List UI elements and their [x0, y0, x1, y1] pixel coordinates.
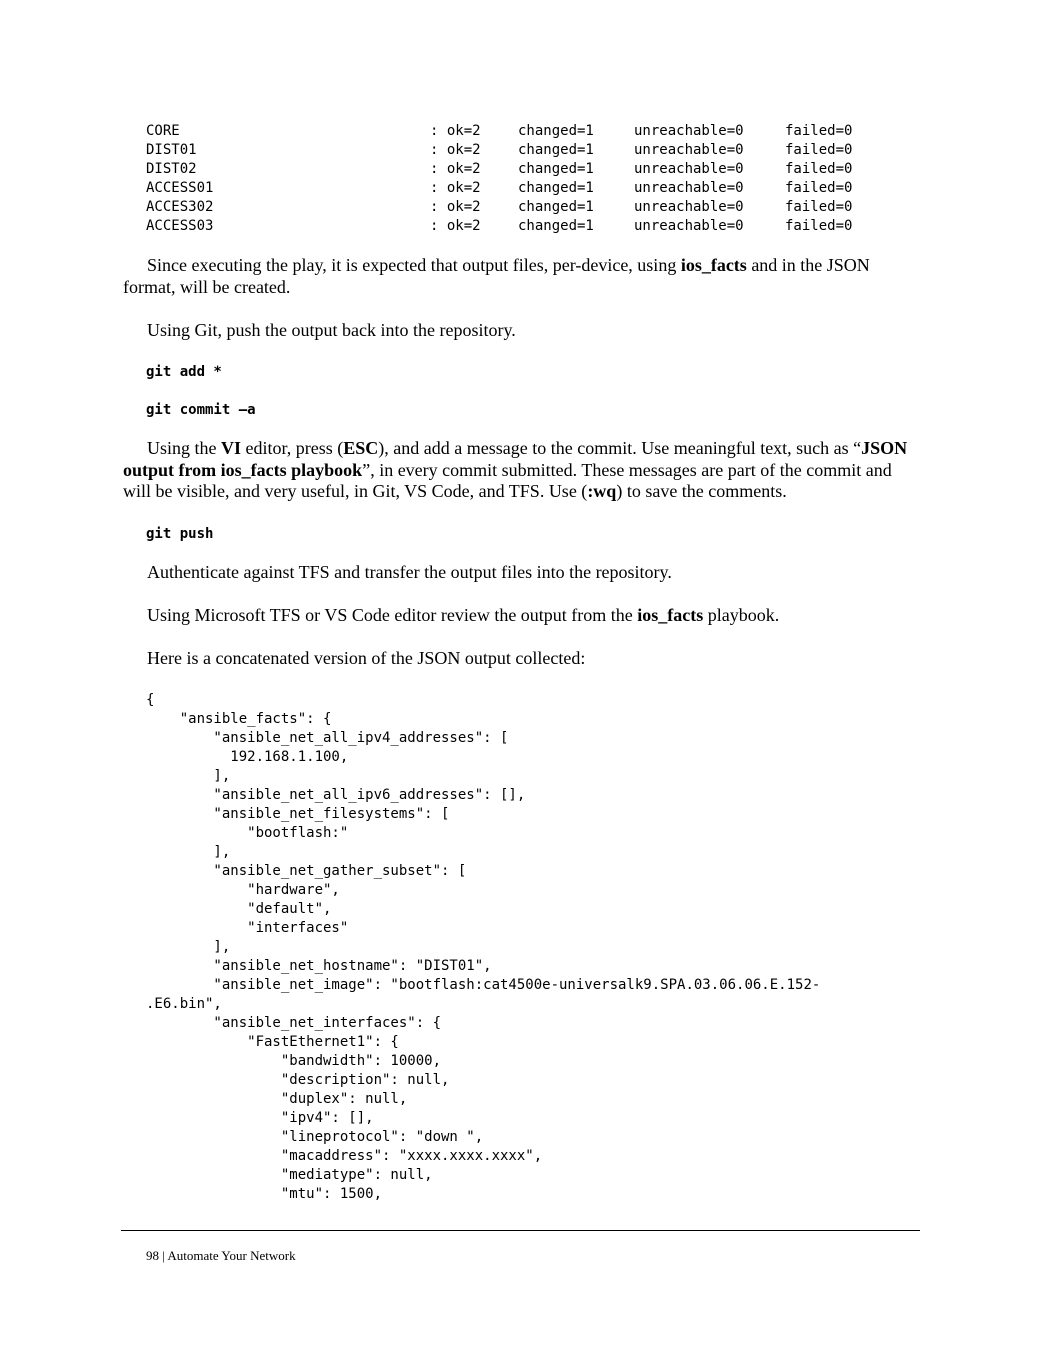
code-line: "interfaces" [146, 920, 349, 936]
code-line: "mtu": 1500, [146, 1186, 383, 1202]
code-line: "ansible_net_interfaces": { [146, 1015, 442, 1031]
code-line: "bandwidth": 10000, [146, 1053, 442, 1069]
recap-host: ACCESS03 [146, 218, 214, 234]
code-line: "ansible_net_all_ipv6_addresses": [], [146, 787, 526, 803]
recap-row [146, 198, 906, 217]
recap-host: ACCES302 [146, 199, 214, 215]
paragraph-git-push: Using Git, push the output back into the repository. [147, 320, 516, 340]
recap-row [146, 179, 906, 198]
code-line: "ansible_net_filesystems": [ [146, 806, 450, 822]
code-line: .E6.bin", [146, 996, 222, 1012]
command-git-commit: git commit –a [146, 402, 256, 418]
recap-host: DIST01 [146, 142, 197, 158]
recap-ok: : ok=2 [430, 218, 481, 234]
code-line: "ansible_facts": { [146, 711, 332, 727]
recap-unreachable: unreachable=0 [634, 199, 744, 215]
recap-row [146, 160, 906, 179]
code-line: "mediatype": null, [146, 1167, 433, 1183]
paragraph-authenticate: Authenticate against TFS and transfer the output files into the repository. [147, 562, 672, 582]
code-line: "ansible_net_hostname": "DIST01", [146, 958, 492, 974]
code-line: "description": null, [146, 1072, 450, 1088]
recap-unreachable: unreachable=0 [634, 142, 744, 158]
code-line: "hardware", [146, 882, 340, 898]
code-line: ], [146, 939, 231, 955]
recap-ok: : ok=2 [430, 161, 481, 177]
paragraph-review-output: Using Microsoft TFS or VS Code editor review the output from the ios_facts playbook. [147, 605, 780, 625]
code-line: "ansible_net_image": "bootflash:cat4500e-universalk9.SPA.03.06.06.E.152- [146, 977, 821, 993]
recap-failed: failed=0 [785, 161, 853, 177]
recap-host: DIST02 [146, 161, 197, 177]
code-line: "ansible_net_all_ipv4_addresses": [ [146, 730, 509, 746]
command-git-push: git push [146, 526, 214, 542]
recap-unreachable: unreachable=0 [634, 180, 744, 196]
command-git-add: git add * [146, 364, 222, 380]
code-line: ], [146, 768, 231, 784]
play-recap-table [146, 122, 906, 236]
recap-unreachable: unreachable=0 [634, 218, 744, 234]
footer-divider [121, 1230, 920, 1231]
recap-unreachable: unreachable=0 [634, 123, 744, 139]
code-line: "macaddress": "xxxx.xxxx.xxxx", [146, 1148, 543, 1164]
recap-changed: changed=1 [518, 123, 594, 139]
recap-changed: changed=1 [518, 199, 594, 215]
paragraph-json-intro: Here is a concatenated version of the JSON output collected: [147, 648, 586, 668]
recap-failed: failed=0 [785, 180, 853, 196]
recap-failed: failed=0 [785, 218, 853, 234]
code-line: "lineprotocol": "down ", [146, 1129, 484, 1145]
paragraph-output-files: Since executing the play, it is expected that output files, per-device, using ios_facts and in the JSON format, will be created. [123, 255, 870, 297]
code-line: ], [146, 844, 231, 860]
recap-ok: : ok=2 [430, 123, 481, 139]
recap-row [146, 141, 906, 160]
code-line: "default", [146, 901, 332, 917]
recap-changed: changed=1 [518, 161, 594, 177]
recap-host: ACCESS01 [146, 180, 214, 196]
json-output-code-block [146, 691, 820, 1204]
code-line: 192.168.1.100, [146, 749, 349, 765]
recap-ok: : ok=2 [430, 199, 481, 215]
recap-row [146, 217, 906, 236]
recap-failed: failed=0 [785, 199, 853, 215]
recap-failed: failed=0 [785, 123, 853, 139]
recap-changed: changed=1 [518, 218, 594, 234]
recap-changed: changed=1 [518, 142, 594, 158]
recap-row [146, 122, 906, 141]
recap-unreachable: unreachable=0 [634, 161, 744, 177]
paragraph-vi-editor: Using the VI editor, press (ESC), and add a message to the commit. Use meaningful text, such as “JSON output from ios_facts playbook”, in every commit submitted. These messages are part of the commit and will be visible, and very useful, in Git, VS Code, and TFS. Use (:wq) to save the comments. [123, 438, 908, 501]
page-footer: 98 | Automate Your Network [146, 1248, 296, 1263]
code-line: "ipv4": [], [146, 1110, 374, 1126]
recap-ok: : ok=2 [430, 180, 481, 196]
recap-ok: : ok=2 [430, 142, 481, 158]
recap-changed: changed=1 [518, 180, 594, 196]
recap-host: CORE [146, 123, 180, 139]
code-line: "FastEthernet1": { [146, 1034, 399, 1050]
code-line: "bootflash:" [146, 825, 349, 841]
code-line: "ansible_net_gather_subset": [ [146, 863, 467, 879]
code-line: { [146, 692, 155, 708]
code-line: "duplex": null, [146, 1091, 408, 1107]
recap-failed: failed=0 [785, 142, 853, 158]
